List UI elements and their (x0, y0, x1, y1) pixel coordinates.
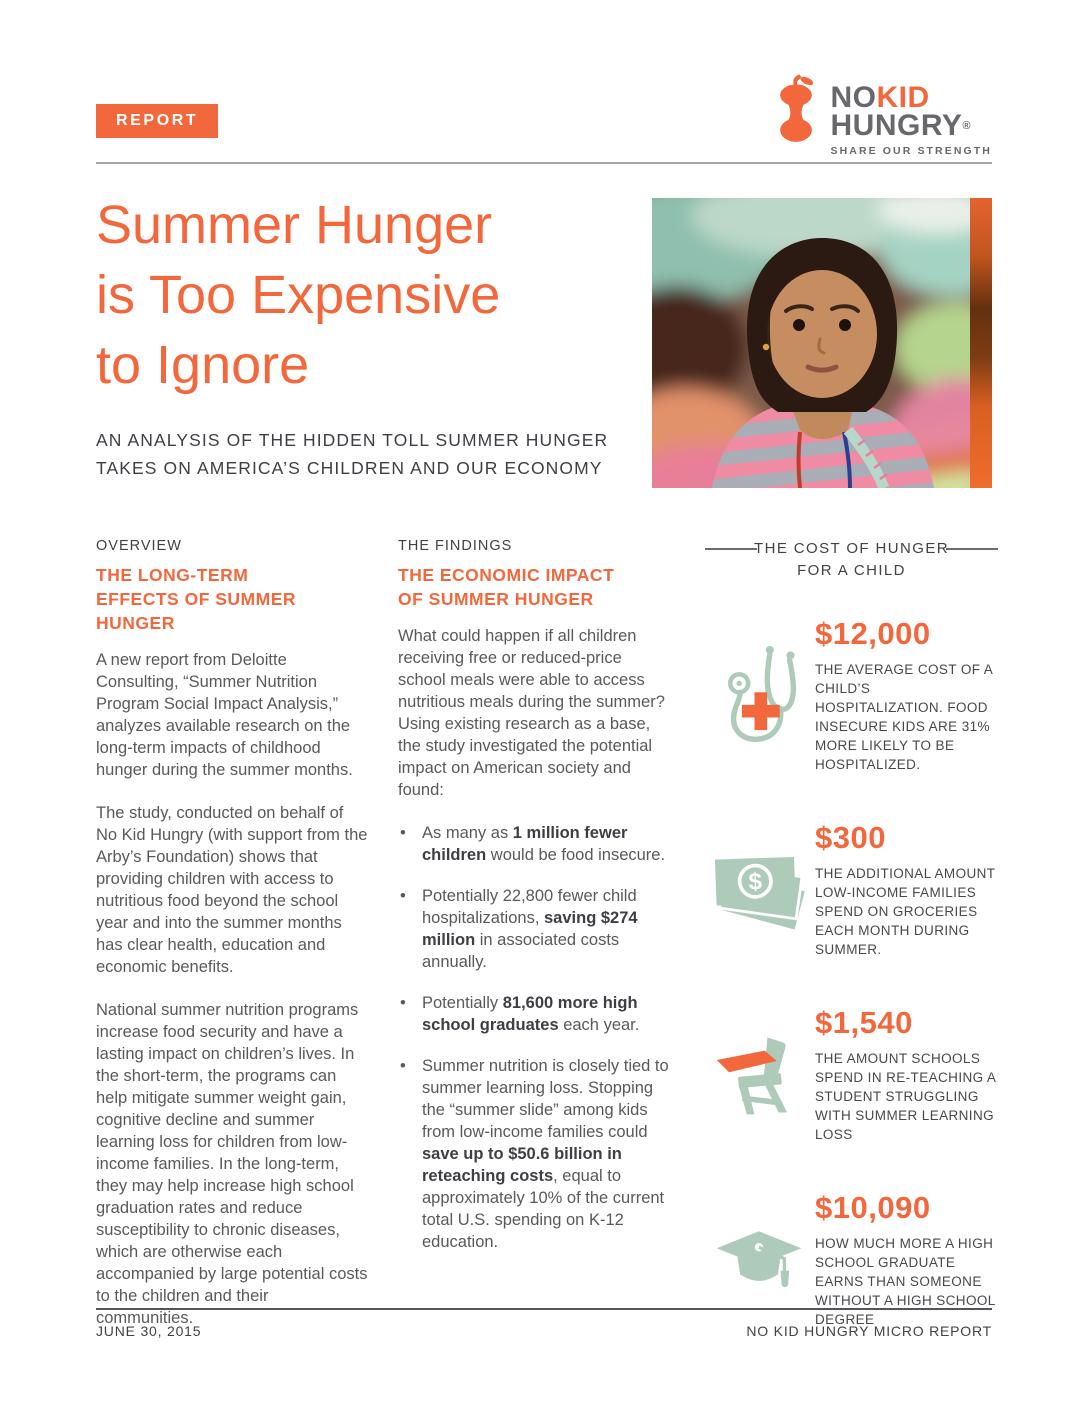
graduation-cap-icon (703, 1220, 815, 1299)
bullet-text: Potentially 22,800 fewer child hospitalizations, (422, 887, 637, 927)
cost-amount: $300 (815, 820, 886, 855)
bullet-highlight: save up to $50.6 billion in reteaching costs (422, 1145, 622, 1185)
bullet-text: As many as (422, 824, 513, 842)
cost-item-groceries (703, 820, 1000, 959)
overview-eyebrow: OVERVIEW (96, 538, 182, 554)
bullet-text: , equal to approximately 10% of the current total U.S. spending on K-12 education. (422, 1167, 665, 1251)
footer-date: JUNE 30, 2015 (96, 1323, 202, 1339)
title-line: to Ignore (96, 335, 310, 395)
page-footer (96, 1308, 992, 1339)
bullet-text: would be food insecure. (486, 846, 666, 864)
stethoscope-icon (703, 636, 815, 754)
bullet-text: Summer nutrition is closely tied to summer learning loss. Stopping the “summer slide” among kids from low-income families could (422, 1057, 669, 1141)
hero-text (96, 195, 641, 488)
cost-caption: THE AMOUNT SCHOOLS SPEND IN RE-TEACHING A STUDENT STRUGGLING WITH SUMMER LEARNING LOSS (815, 1051, 996, 1142)
overview-paragraph: A new report from Deloitte Consulting, “Summer Nutrition Program Social Impact Analysis,” analyzes available research on the long-term impacts of childhood hunger during the summer months. (96, 651, 353, 779)
no-kid-hungry-logo (771, 71, 992, 156)
cost-item-text (815, 616, 1000, 774)
cost-heading-line: THE COST OF HUNGER (754, 540, 949, 557)
bullet-text: in associated costs annually. (422, 931, 620, 971)
logo-hungry: HUNGRY (830, 108, 963, 142)
cost-item-hospitalization (703, 616, 1000, 774)
findings-column (398, 538, 673, 1375)
hero-section (96, 195, 992, 488)
report-badge: REPORT (96, 104, 218, 138)
cost-panel (703, 538, 1000, 1375)
overview-column (96, 538, 368, 1375)
findings-bullet-list (398, 822, 673, 1253)
bullet-highlight: 1 million fewer children (422, 824, 628, 864)
finding-bullet (398, 885, 673, 973)
overview-paragraph: National summer nutrition programs increase food security and have a lasting impact on children’s lives. In the short-term, the programs can help mitigate summer weight gain, cognitive decline and summer learning loss for children from low-income families. In the long-term, they may help increase high school graduation rates and reduce susceptibility to chronic diseases, which are otherwise each accompanied by large potential costs to the children and their communities. (96, 1001, 368, 1327)
finding-bullet (398, 822, 673, 866)
svg-text:$: $ (748, 868, 763, 896)
logo-no: NO (830, 80, 877, 114)
cost-caption: THE AVERAGE COST OF A CHILD’S HOSPITALIZATION. FOOD INSECURE KIDS ARE 31% MORE LIKELY TO BE HOSPITALIZED. (815, 662, 993, 772)
school-desk-icon (703, 1030, 815, 1120)
cost-amount: $1,540 (815, 1005, 913, 1040)
cost-caption: THE ADDITIONAL AMOUNT LOW-INCOME FAMILIES SPEND ON GROCERIES EACH MONTH DURING SUMMER. (815, 866, 996, 957)
findings-intro: What could happen if all children receiving free or reduced-price school meals were able to access nutritious meals during the summer? Using existing research as a base, the study investigated the potential impact on American society and found: (398, 627, 665, 799)
header-divider (96, 162, 992, 164)
apple-core-icon (771, 71, 821, 156)
page-title (96, 190, 641, 400)
bullet-text: Potentially (422, 994, 503, 1012)
logo-wordmark (830, 80, 992, 157)
child-photo (652, 198, 992, 488)
cost-item-reteaching (703, 1005, 1000, 1144)
cost-item-text (815, 820, 1000, 959)
cost-item-text (815, 1005, 1000, 1144)
money-bills-icon (703, 847, 815, 932)
subtitle-line: TAKES ON AMERICA’S CHILDREN AND OUR ECONOMY (96, 458, 603, 478)
findings-heading: THE ECONOMIC IMPACT OF SUMMER HUNGER (398, 565, 615, 609)
finding-bullet (398, 992, 673, 1036)
subtitle-line: AN ANALYSIS OF THE HIDDEN TOLL SUMMER HUNGER (96, 430, 609, 450)
logo-kid: KID (876, 80, 930, 114)
bullet-highlight: 81,600 more high school graduates (422, 994, 638, 1034)
header (96, 74, 992, 162)
bullet-text: each year. (558, 1016, 640, 1034)
cost-amount: $10,090 (815, 1190, 931, 1225)
title-line: is Too Expensive (96, 265, 501, 325)
overview-heading: THE LONG-TERM EFFECTS OF SUMMER HUNGER (96, 565, 297, 633)
findings-eyebrow: THE FINDINGS (398, 538, 513, 554)
cost-panel-heading (703, 538, 1000, 582)
overview-paragraph: The study, conducted on behalf of No Kid Hungry (with support from the Arby’s Foundation) shows that providing children with access to nutritious food beyond the school year and into the summer months has clear health, education and economic benefits. (96, 804, 368, 976)
registered-mark: ® (962, 119, 972, 132)
body-columns (96, 538, 996, 1375)
page-subtitle (96, 426, 641, 482)
logo-tagline: SHARE OUR STRENGTH (830, 144, 992, 157)
bullet-highlight: saving $274 million (422, 909, 638, 949)
heading-rule-left (705, 548, 757, 550)
heading-rule-right (946, 548, 998, 550)
title-line: Summer Hunger (96, 195, 493, 255)
cost-heading-line: FOR A CHILD (797, 562, 906, 579)
cost-caption: HOW MUCH MORE A HIGH SCHOOL GRADUATE EARNS THAN SOMEONE WITHOUT A HIGH SCHOOL DEGREE (815, 1236, 996, 1327)
cost-amount: $12,000 (815, 616, 931, 651)
finding-bullet (398, 1055, 673, 1253)
footer-label: NO KID HUNGRY MICRO REPORT (746, 1323, 992, 1339)
